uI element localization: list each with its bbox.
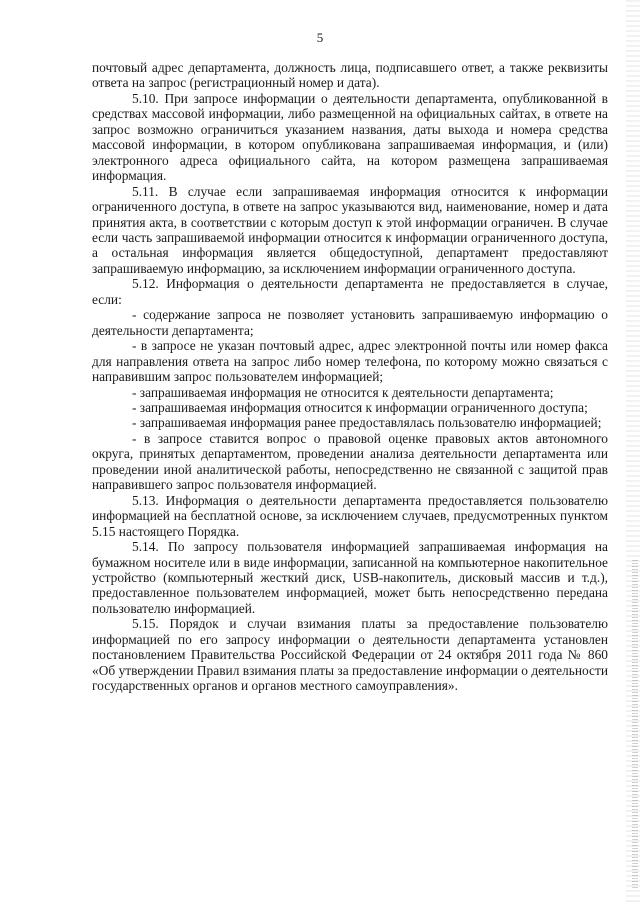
scan-edge-artifact	[626, 0, 640, 905]
paragraph-5-11: 5.11. В случае если запрашиваемая информация относится к информации ограниченного доступа, в ответе на запрос указываются вид, наименование, номер и дата принятия акта, в соответствии с которым доступ к этой информации ограничен. В случае если часть запрашиваемой информации относится к информации ограниченного доступа, а остальная информация является общедоступной, департамент предоставляют запрашиваемую информацию, за исключением информации ограниченного доступа.	[92, 183, 608, 276]
list-item-no-address: - в запросе не указан почтовый адрес, адрес электронной почты или номер факса для направления ответа на запрос либо номер телефона, по которому можно связаться с направившим запрос пользователем информацией;	[92, 338, 608, 385]
document-body	[92, 60, 608, 694]
paragraph-5-14: 5.14. По запросу пользователя информацией запрашиваемая информация на бумажном носителе или в виде информации, записанной на компьютерное накопительное устройство (компьютерный жесткий диск, USB-накопитель, дисковый массив и т.д.), предоставленное пользователем информацией, может быть непосредственно передана пользователю информацией.	[92, 539, 608, 616]
paragraph-5-12: 5.12. Информация о деятельности департамента не предоставляется в случае, если:	[92, 276, 608, 307]
paragraph-5-13: 5.13. Информация о деятельности департамента предоставляется пользователю информацией на бесплатной основе, за исключением случаев, предусмотренных пунктом 5.15 настоящего Порядка.	[92, 492, 608, 539]
paragraph-5-15: 5.15. Порядок и случаи взимания платы за предоставление пользователю информацией по его запросу информации о деятельности департамента установлен постановлением Правительства Российской Федерации от 24 октября 2011 года № 860 «Об утверждении Правил взимания платы за предоставление информации о деятельности государственных органов и органов местного самоуправления».	[92, 616, 608, 694]
list-item-not-related: - запрашиваемая информация не относится к деятельности департамента;	[132, 384, 554, 400]
list-item-legal-assessment: - в запросе ставится вопрос о правовой оценке правовых актов автономного округа, принятых департаментом, проведении анализа деятельности департамента или проведении иной аналитической работы, непосредственно не связанной с защитой прав направившего запрос пользователя информацией.	[92, 430, 608, 493]
list-item-restricted: - запрашиваемая информация относится к информации ограниченного доступа;	[132, 399, 588, 415]
list-item-no-content: - содержание запроса не позволяет установить запрашиваемую информацию о деятельности департамента;	[92, 307, 608, 338]
list-item-previously-provided: - запрашиваемая информация ранее предоставлялась пользователю информацией;	[132, 415, 602, 431]
paragraph-continuation: почтовый адрес департамента, должность лица, подписавшего ответ, а также реквизиты ответа на запрос (регистрационный номер и дата).	[92, 60, 608, 91]
page-number: 5	[316, 30, 324, 45]
paragraph-5-10: 5.10. При запросе информации о деятельности департамента, опубликованной в средствах массовой информации, либо размещенной на официальных сайтах, в ответе на запрос возможно ограничиться указанием названия, даты выхода и номера средства массовой информации, в котором опубликована запрашиваемая информация, и (или) электронного адреса официального сайта, на котором размещена запрашиваемая информация.	[92, 90, 608, 184]
